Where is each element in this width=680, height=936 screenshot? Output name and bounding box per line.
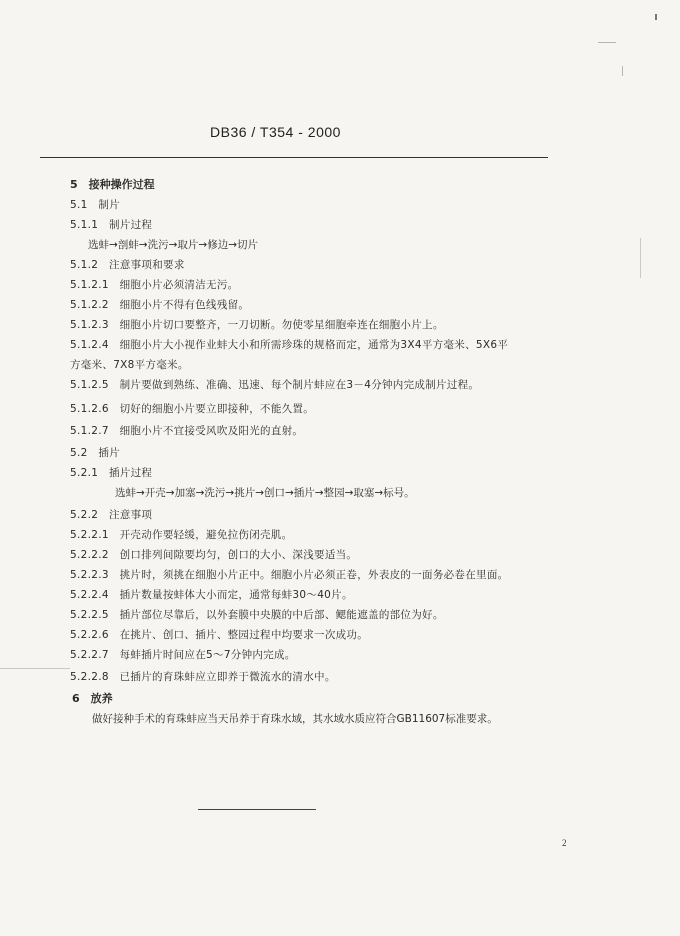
item-5-1-2-4-line1: 5.1.2.4 细胞小片大小视作业蚌大小和所需珍珠的规格而定，通常为3X4平方毫米、5X6平 [70, 339, 509, 351]
item-5-1-2-2: 5.1.2.2 细胞小片不得有色线残留。 [70, 299, 250, 311]
end-rule [198, 809, 316, 810]
scan-speck [640, 238, 641, 278]
scan-speck [622, 66, 623, 76]
page-number: 2 [562, 838, 567, 848]
item-5-1-2-6: 5.1.2.6 切好的细胞小片要立即接种，不能久置。 [70, 403, 315, 415]
item-5-2-2-5: 5.2.2.5 插片部位尽靠后，以外套膜中央膜的中后部、鳃能遮盖的部位为好。 [70, 609, 444, 621]
scan-speck [0, 668, 70, 669]
section-5-title: 5 接种操作过程 [70, 178, 155, 191]
flow-5-1-1: 选蚌→剖蚌→洗污→取片→修边→切片 [88, 239, 258, 251]
item-5-2-2-6: 5.2.2.6 在挑片、创口、插片、整园过程中均要求一次成功。 [70, 629, 369, 641]
flow-5-2-1: 选蚌→开壳→加塞→洗污→挑片→创口→插片→整园→取塞→标号。 [115, 487, 415, 499]
heading-5-1-2: 5.1.2 注意事项和要求 [70, 259, 185, 271]
heading-5-2-1: 5.2.1 插片过程 [70, 467, 153, 479]
heading-5-2-2: 5.2.2 注意事项 [70, 509, 153, 521]
item-5-2-2-8: 5.2.2.8 已插片的育珠蚌应立即养于微流水的清水中。 [70, 671, 336, 683]
item-5-2-2-2: 5.2.2.2 创口排列间隙要均匀，创口的大小、深浅要适当。 [70, 549, 358, 561]
item-5-1-2-1: 5.1.2.1 细胞小片必须清洁无污。 [70, 279, 239, 291]
item-5-2-2-1: 5.2.2.1 开壳动作要轻缓，避免拉伤闭壳肌。 [70, 529, 293, 541]
header-rule [40, 157, 548, 158]
item-5-2-2-4: 5.2.2.4 插片数量按蚌体大小而定，通常每蚌30～40片。 [70, 589, 353, 601]
scan-speck [655, 14, 657, 20]
item-5-2-2-3: 5.2.2.3 挑片时，须挑在细胞小片正中。细胞小片必须正卷，外表皮的一面务必卷在里面。 [70, 569, 509, 581]
item-5-1-2-4-line2: 方毫米、7X8平方毫米。 [70, 359, 189, 371]
section-6-body: 做好接种手术的育珠蚌应当天吊养于育珠水域，其水域水质应符合GB11607标准要求。 [92, 713, 498, 725]
heading-5-2: 5.2 插片 [70, 447, 120, 459]
item-5-1-2-5: 5.1.2.5 制片要做到熟练、准确、迅速、每个制片蚌应在3－4分钟内完成制片过程。 [70, 379, 480, 391]
scan-speck [598, 42, 616, 43]
item-5-1-2-7: 5.1.2.7 细胞小片不宜接受风吹及阳光的直射。 [70, 425, 304, 437]
item-5-2-2-7: 5.2.2.7 每蚌插片时间应在5～7分钟内完成。 [70, 649, 296, 661]
section-6-title: 6 放养 [72, 692, 113, 705]
standard-code: DB36 / T354 - 2000 [210, 124, 341, 140]
heading-5-1: 5.1 制片 [70, 199, 120, 211]
item-5-1-2-3: 5.1.2.3 细胞小片切口要整齐，一刀切断。勿使零星细胞牵连在细胞小片上。 [70, 319, 444, 331]
heading-5-1-1: 5.1.1 制片过程 [70, 219, 153, 231]
